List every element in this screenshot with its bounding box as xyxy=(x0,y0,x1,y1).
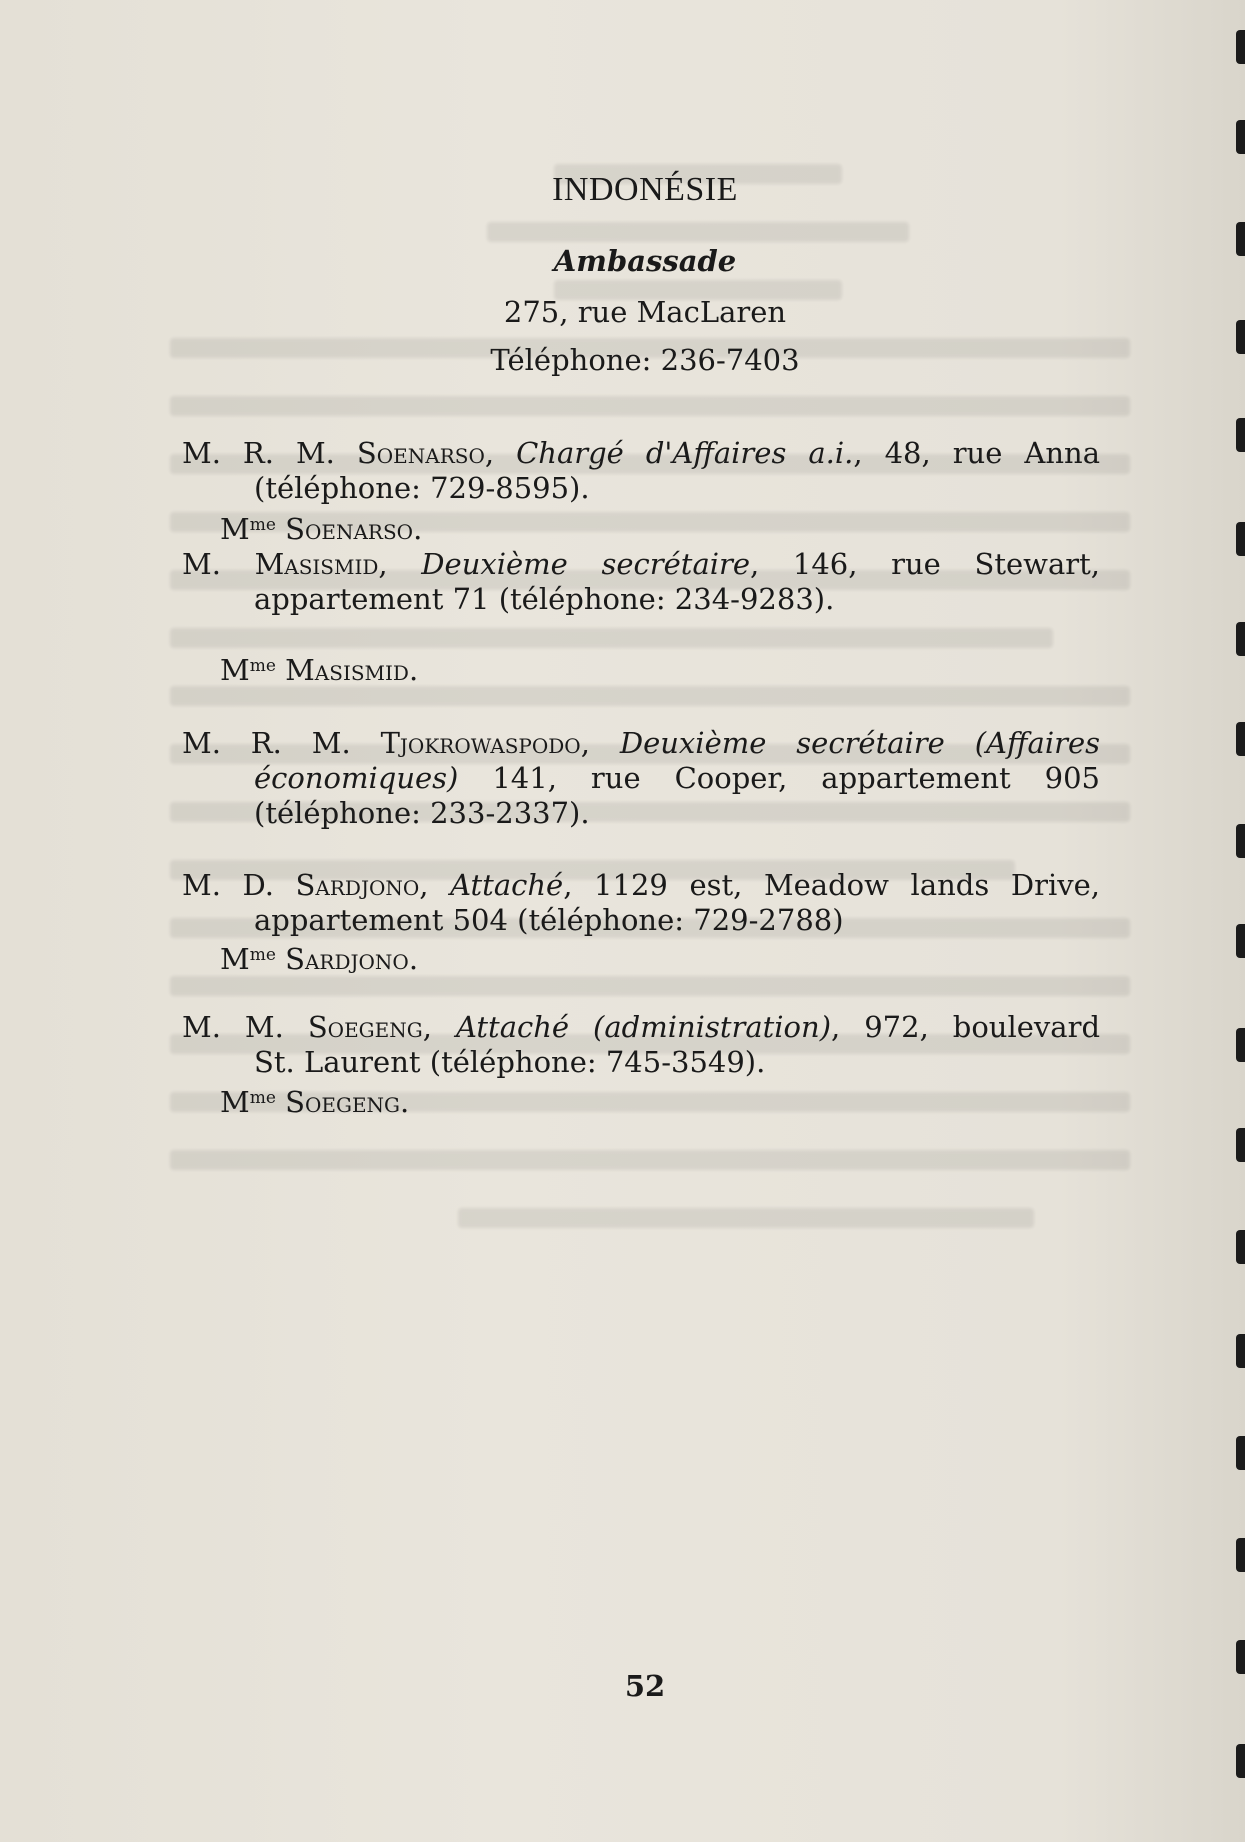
entry-address: , 972, boulevard xyxy=(831,1010,1101,1044)
spouse-line: $M^{me}$ Masismid. xyxy=(220,653,419,687)
entry-title: Deuxième secrétaire (Affaires xyxy=(619,726,1101,760)
entry-line: M. R. M. Tjokrowaspodo, Deuxième secrétaire (Affaires xyxy=(182,726,1101,760)
entry-address: , 1129 est, Meadow lands Drive, xyxy=(563,868,1100,902)
entry-line: appartement 71 (téléphone: 234-9283). xyxy=(254,582,835,616)
diplomat-entry xyxy=(182,1010,1100,1080)
diplomat-entry xyxy=(182,868,1100,938)
entry-name: Soegeng xyxy=(307,1010,423,1044)
entry-prefix: M. D. xyxy=(182,868,296,902)
entry-name: Soenarso xyxy=(356,436,485,470)
entry-line: appartement 504 (téléphone: 729-2788) xyxy=(254,903,844,937)
diplomat-entry xyxy=(182,436,1100,506)
spouse-line: $M^{me}$ Soegeng. xyxy=(220,1085,410,1119)
entry-address: , 48, rue Anna xyxy=(853,436,1100,470)
mission-type: Ambassade xyxy=(553,244,737,278)
entry-name: Masismid xyxy=(254,547,379,581)
entry-prefix: M. R. M. xyxy=(182,726,381,760)
entry-line: M. D. Sardjono, Attaché, 1129 est, Meadow lands Drive, xyxy=(182,868,1100,902)
entry-line: (téléphone: 729-8595). xyxy=(254,471,590,505)
spouse-line: $M^{me}$ Soenarso. xyxy=(220,512,423,546)
spouse-name: Sardjono. xyxy=(285,942,419,976)
spouse-name: Soegeng. xyxy=(285,1085,410,1119)
mission-phone: Téléphone: 236-7403 xyxy=(490,343,800,377)
entry-address: , 146, rue Stewart, xyxy=(750,547,1100,581)
entry-line xyxy=(182,761,1100,796)
entry-title: Attaché (administration) xyxy=(455,1010,832,1044)
entry-prefix: M. R. M. xyxy=(182,436,357,470)
entry-line: M. M. Soegeng, Attaché (administration), 972, boulevard xyxy=(182,1010,1101,1044)
entry-title: Deuxième secrétaire xyxy=(421,547,751,581)
entry-name: Tjokrowaspodo xyxy=(380,726,581,760)
entry-line: (téléphone: 233-2337). xyxy=(254,796,590,830)
entry-title-cont: économiques) xyxy=(254,761,459,795)
mission-address: 275, rue MacLaren xyxy=(503,295,787,329)
page-number: 52 xyxy=(624,1669,666,1703)
spouse-name: Soenarso. xyxy=(285,512,423,546)
diplomat-entry xyxy=(182,547,1100,617)
entry-name: Sardjono xyxy=(295,868,420,902)
diplomat-entry xyxy=(182,726,1100,831)
entry-line: M. R. M. Soenarso, Chargé d'Affaires a.i., 48, rue Anna xyxy=(182,436,1100,470)
spouse-line: $M^{me}$ Sardjono. xyxy=(220,942,419,976)
entry-prefix: M. M. xyxy=(182,1010,308,1044)
entry-title: Attaché xyxy=(450,868,564,902)
entry-line: St. Laurent (téléphone: 745-3549). xyxy=(254,1045,766,1079)
entry-prefix: M. xyxy=(182,547,255,581)
entry-address: 141, rue Cooper, appartement 905 xyxy=(458,761,1100,795)
country-heading: INDONÉSIE xyxy=(552,171,738,208)
entry-title: Chargé d'Affaires a.i. xyxy=(516,436,854,470)
entry-line: M. Masismid, Deuxième secrétaire, 146, rue Stewart, xyxy=(182,547,1100,581)
spouse-name: Masismid. xyxy=(285,653,419,687)
